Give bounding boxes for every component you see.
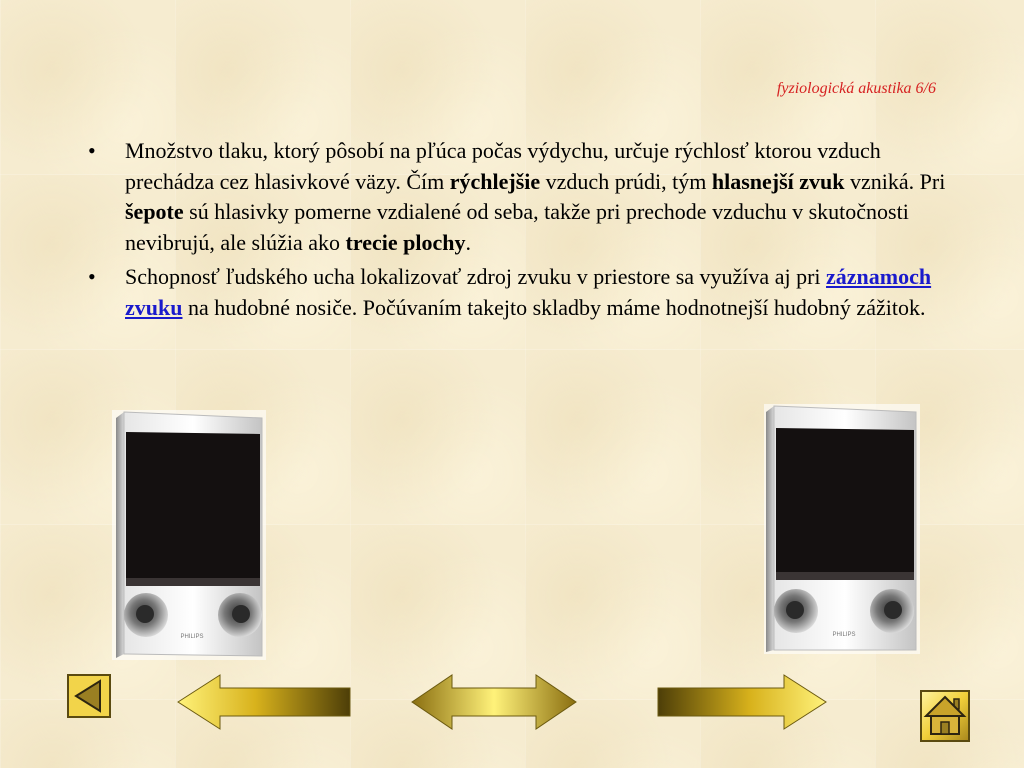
bullet-marker: •: [88, 138, 96, 163]
text-run: sú hlasivky pomerne vzdialené od seba, takže pri prechode vzduchu v skutočnosti nevibrujú, ale slúžia ako: [125, 199, 909, 255]
bullet-text: [125, 264, 931, 320]
speaker-brand-label: PHILIPS: [832, 632, 856, 638]
arrow-double-icon: [412, 675, 576, 729]
text-run: .: [465, 229, 471, 255]
text-run: Schopnosť ľudského ucha lokalizovať zdroj zvuku v priestore sa využíva aj pri: [125, 264, 827, 289]
text-run-bold: šepote: [125, 199, 184, 224]
bullet-list: [88, 136, 948, 327]
text-run: vzduch prúdi, tým: [540, 168, 712, 194]
text-run: Množstvo tlaku, ktorý pôsobí na pľúca počas výdychu, určuje rýchlosť ktorou vzduch prechádza cez hlasivkové väzy. Čím: [125, 138, 881, 194]
back-button[interactable]: [67, 674, 111, 718]
speaker-brand-label: PHILIPS: [180, 634, 204, 640]
home-button[interactable]: [920, 690, 970, 742]
return-button[interactable]: [410, 673, 578, 731]
text-run: na hudobné nosiče. Počúvaním takejto skladby máme hodnotnejší hudobný zážitok.: [182, 294, 926, 320]
bullet-marker: •: [88, 264, 96, 289]
previous-button[interactable]: [176, 673, 352, 731]
text-run-bold: hlasnejší zvuk: [711, 168, 845, 194]
arrow-left-icon: [178, 675, 350, 729]
speaker-image-left: [112, 410, 266, 660]
zaznamoch-zvuku-link[interactable]: záznamoch zvuku: [125, 264, 932, 320]
bullet-text: [125, 138, 945, 255]
text-run: vzniká. Pri: [844, 168, 946, 194]
bullet-item: [88, 262, 948, 323]
arrow-right-icon: [658, 675, 826, 729]
text-run-bold: rýchlejšie: [449, 168, 541, 194]
bullet-item: [88, 136, 948, 258]
slide-subtitle: fyziologická akustika 6/6: [776, 80, 936, 97]
text-run-bold: trecie plochy: [345, 229, 466, 255]
speaker-image-right: [764, 404, 920, 654]
next-button[interactable]: [656, 673, 828, 731]
